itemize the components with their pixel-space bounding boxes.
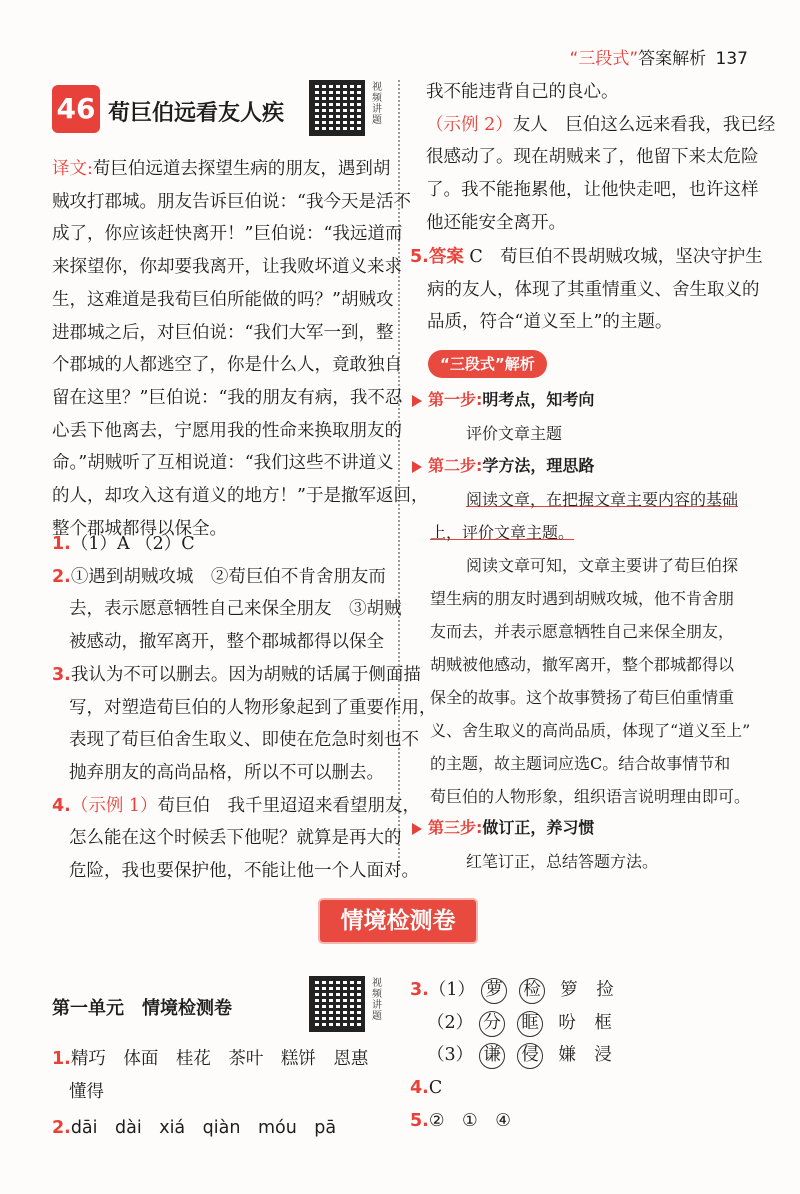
unit-title: 第一单元 情境检测卷 xyxy=(52,998,232,1019)
qr-label: 视 频 讲 题 xyxy=(372,978,382,1022)
page-number: 137 xyxy=(715,49,748,69)
analysis-badge: “三段式”解析 xyxy=(428,350,547,378)
unit-q3-q5 xyxy=(410,974,760,1138)
header-quote-close: ” xyxy=(629,49,639,69)
right-column-top: 我不能违背自己的良心。 （示例 2）友人 巨伯这么远来看我，我已经 很感动了。现在胡贼来了，他留下来太危险 了。我不能拖累他，让他快走吧，也许这样 他还能安全离开。 xyxy=(426,82,776,233)
example-2: （示例 2）友人 巨伯这么远来看我，我已经 xyxy=(426,114,776,135)
answer-3: 3.我认为不可以删去。因为胡贼的话属于侧面描 xyxy=(52,664,421,685)
q4: 4.C xyxy=(410,1078,443,1099)
header-title: 答案解析 xyxy=(638,49,707,69)
page-header xyxy=(570,44,748,69)
qr-label: 视 频 讲 题 xyxy=(372,82,382,126)
article-number-badge xyxy=(52,85,100,133)
answer-5: 5.答案 C 荀巨伯不畏胡贼攻城，坚决守护生 病的友人，体现了其重情重义、舍生取义的 品质，符合“道义至上”的主题。 xyxy=(410,247,763,333)
step-arrow-icon xyxy=(412,461,422,473)
q3-row-3: （3） 谦 侵 嫌 浸 xyxy=(410,1039,760,1072)
section-banner: 情境检测卷 xyxy=(320,900,476,942)
header-quote-open: “ xyxy=(569,49,579,69)
answer-2: 2.①遇到胡贼攻城 ②荀巨伯不肯舍朋友而 xyxy=(52,566,386,587)
step-2: 第二步:学方法，理思路 阅读文章，在把握文章主要内容的基础 上，评价文章主题。 阅读文章可知，文章主要讲了荀巨伯探 望生病的朋友时遇到胡贼攻城，他不肯舍朋 友而去，并表示愿意牺牲自己来保全朋友， 胡贼被他感动，撤军离开，整个郡城都得以 保全的故事。这个故事赞扬了荀巨伯重情重 义、舍生取义的高尚品质，体现了“道义至上” 的主题，故主题词应选C。结合故事情节和 荀巨伯的人物形象，组织语言说明理由即可。 xyxy=(412,450,762,813)
translation: 译文:荀巨伯远道去探望生病的朋友，遇到胡 贼攻打郡城。朋友告诉巨伯说：“我今天是活不 成了，你应该赶快离开！”巨伯说：“我远道而 来探望你，你却要我离开，让我败坏道义来求 生，这难道是我荀巨伯所能做的吗？”胡贼攻 进郡城之后，对巨伯说：“我们大军一到，整 个郡城的人都逃空了，你是什么人，竟敢独自 留在这里？”巨伯说：“我的朋友有病，我不忍 心丢下他离去，宁愿用我的性命来换取朋友的 命。”胡贼听了互相说道：“我们这些不讲道义 的人，却攻入这有道义的地方！”于是撤军返回， 整个郡城都得以保全。 xyxy=(52,159,429,539)
header-brand: 三段式 xyxy=(578,49,630,69)
q3-row-2: （2） 分 眶 吩 框 xyxy=(410,1007,760,1040)
answer-4: 4.（示例 1）荀巨伯 我千里迢迢来看望朋友， xyxy=(52,795,421,816)
step-arrow-icon xyxy=(412,823,422,835)
article-number: 46 xyxy=(56,92,96,125)
article-title: 荀巨伯远看友人疾 xyxy=(108,101,285,126)
translation-label: 译文: xyxy=(52,159,93,179)
step-1: 第一步:明考点，知考向 评价文章主题 xyxy=(412,384,762,450)
qr-code[interactable] xyxy=(309,976,365,1032)
answers-left: 1.（1）A （2）C 2.①遇到胡贼攻城 ②荀巨伯不肯舍朋友而 去，表示愿意牺牲自己来保全朋友 ③胡贼 被感动，撤军离开，整个郡城都得以保全 3.我认为不可以删去。因为胡贼的话属于侧面描 写，对塑造荀巨伯的人物形象起到了重要作用， 表现了荀巨伯舍生取义、即使在危急时刻也不 抛弃朋友的高尚品格，所以不可以删去。 4.（示例 1）荀巨伯 我千里迢迢来看望朋友， 怎么能在这个时候丢下他呢？就算是再大的 危险，我也要保护他，不能让他一个人面对。 xyxy=(52,528,397,888)
answer-1: 1.（1）A （2）C xyxy=(52,534,195,554)
step-arrow-icon xyxy=(412,395,422,407)
q5: 5.② ① ④ xyxy=(410,1110,511,1131)
unit-q1-q2: 1.精巧 体面 桂花 茶叶 糕饼 恩惠 懂得 2.dāi dài xiá qiàn móu pā xyxy=(52,1049,369,1139)
qr-code[interactable] xyxy=(309,80,365,136)
step-3: 第三步:做订正，养习惯 红笔订正，总结答题方法。 xyxy=(412,812,762,878)
q3-row-1: 3.（1） 萝 检 箩 捡 xyxy=(410,974,760,1007)
